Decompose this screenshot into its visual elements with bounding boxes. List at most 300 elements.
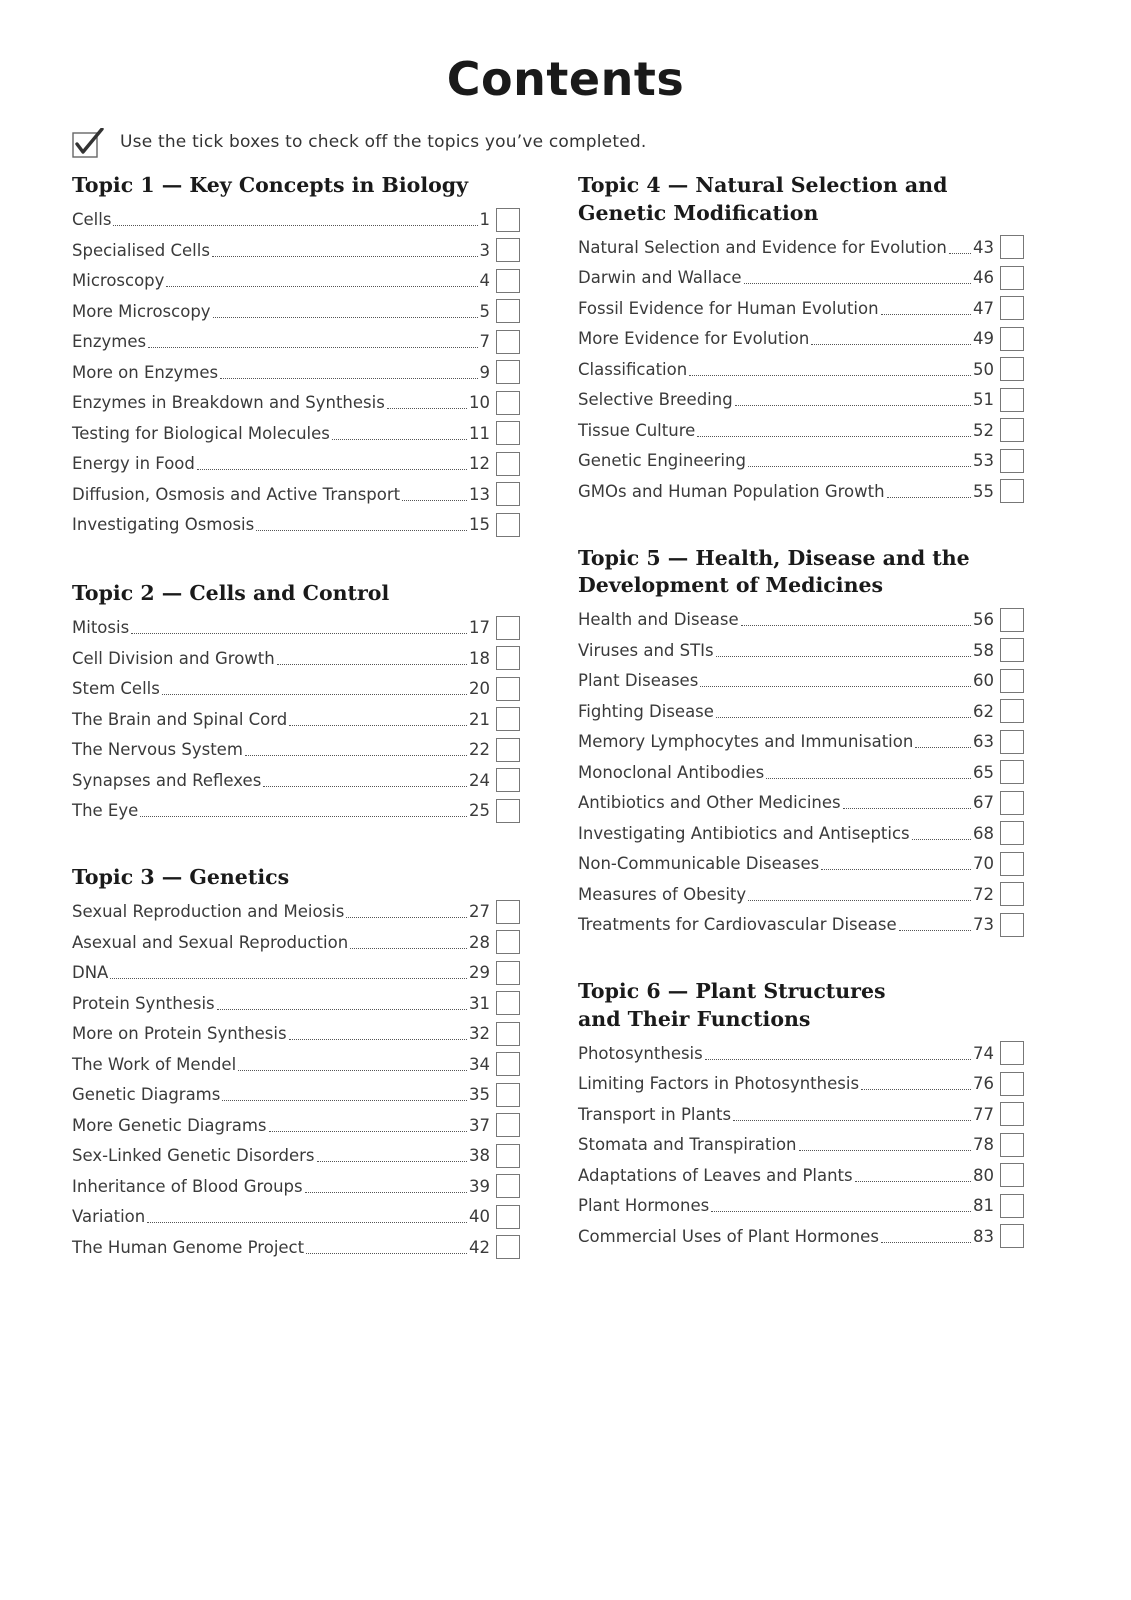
contents-entry: [72, 357, 520, 388]
contents-entry: [72, 1232, 520, 1263]
page-number: 15: [469, 515, 490, 535]
tick-box[interactable]: [1000, 357, 1024, 381]
tick-box[interactable]: [496, 768, 520, 792]
dot-leader: [317, 1161, 467, 1162]
page-number: 31: [469, 993, 490, 1013]
tick-box[interactable]: [1000, 1133, 1024, 1157]
tick-box[interactable]: [1000, 882, 1024, 906]
entry-title: Plant Hormones: [578, 1196, 710, 1216]
tick-box[interactable]: [1000, 760, 1024, 784]
topic-entries: [578, 232, 1024, 507]
entry-title: Enzymes: [72, 332, 147, 352]
page-number: 74: [973, 1043, 994, 1063]
topic-heading: [578, 545, 1024, 600]
contents-entry: [72, 1171, 520, 1202]
entry-title: Treatments for Cardiovascular Disease: [578, 915, 897, 935]
entry-title: Viruses and STIs: [578, 640, 714, 660]
dot-leader: [887, 497, 971, 498]
page-number: 34: [469, 1054, 490, 1074]
page-number: 9: [479, 362, 490, 382]
contents-entry: [578, 263, 1024, 294]
contents-entry: [72, 958, 520, 989]
contents-entry: [72, 988, 520, 1019]
topic-heading: [578, 978, 1024, 1033]
contents-entry: [72, 735, 520, 766]
dot-leader: [140, 816, 467, 817]
dot-leader: [915, 747, 971, 748]
dot-leader: [162, 694, 467, 695]
entry-title: Stem Cells: [72, 679, 160, 699]
contents-entry: [578, 232, 1024, 263]
entry-title: Darwin and Wallace: [578, 268, 742, 288]
dot-leader: [716, 656, 971, 657]
tick-box[interactable]: [1000, 1072, 1024, 1096]
entry-title: Genetic Engineering: [578, 451, 746, 471]
tick-box[interactable]: [496, 1052, 520, 1076]
topic-entries: [72, 897, 520, 1263]
tick-box[interactable]: [496, 1235, 520, 1259]
contents-entry: [578, 293, 1024, 324]
topic-heading-line: Topic 6 — Plant Structures: [578, 979, 886, 1003]
dot-leader: [245, 755, 467, 756]
tick-box[interactable]: [1000, 913, 1024, 937]
tick-box[interactable]: [1000, 821, 1024, 845]
tick-box[interactable]: [1000, 449, 1024, 473]
tick-box[interactable]: [496, 208, 520, 232]
contents-entry: [72, 388, 520, 419]
contents-entry: [72, 1080, 520, 1111]
entry-title: Microscopy: [72, 271, 165, 291]
tick-box[interactable]: [1000, 852, 1024, 876]
contents-entry: [578, 1099, 1024, 1130]
entry-title: Variation: [72, 1207, 146, 1227]
tick-box[interactable]: [496, 646, 520, 670]
tick-box[interactable]: [1000, 1194, 1024, 1218]
tick-box[interactable]: [1000, 669, 1024, 693]
entry-title: DNA: [72, 963, 109, 983]
page-number: 1: [479, 210, 490, 230]
page-number: 29: [469, 963, 490, 983]
topic-heading-line: Topic 5 — Health, Disease and the: [578, 545, 970, 570]
contents-entry: [578, 354, 1024, 385]
dot-leader: [222, 1100, 467, 1101]
contents-entry: [72, 1019, 520, 1050]
contents-entry: [578, 1221, 1024, 1252]
entry-title: Protein Synthesis: [72, 993, 215, 1013]
dot-leader: [110, 978, 467, 979]
page-number: 22: [469, 740, 490, 760]
topic-2-section: [72, 580, 520, 826]
entry-title: Sexual Reproduction and Meiosis: [72, 902, 345, 922]
page-number: 46: [973, 268, 994, 288]
dot-leader: [881, 1242, 971, 1243]
dot-leader: [899, 930, 971, 931]
tick-box[interactable]: [1000, 699, 1024, 723]
page-number: 58: [973, 640, 994, 660]
entry-title: More Evidence for Evolution: [578, 329, 810, 349]
entry-title: Stomata and Transpiration: [578, 1135, 797, 1155]
contents-entry: [578, 1038, 1024, 1069]
tick-box[interactable]: [496, 1144, 520, 1168]
entry-title: Diffusion, Osmosis and Active Transport: [72, 484, 401, 504]
entry-title: Inheritance of Blood Groups: [72, 1176, 303, 1196]
entry-title: Fighting Disease: [578, 701, 714, 721]
page-number: 65: [973, 762, 994, 782]
entry-title: More Microscopy: [72, 301, 211, 321]
contents-entry: [578, 696, 1024, 727]
dot-leader: [346, 917, 467, 918]
tick-box[interactable]: [496, 991, 520, 1015]
page-number: 51: [973, 390, 994, 410]
tick-box[interactable]: [496, 452, 520, 476]
page-number: 78: [973, 1135, 994, 1155]
contents-entry: [72, 613, 520, 644]
contents-entry: [578, 415, 1024, 446]
entry-title: Commercial Uses of Plant Hormones: [578, 1226, 879, 1246]
page-number: 21: [469, 709, 490, 729]
entry-title: Tissue Culture: [578, 420, 696, 440]
contents-entry: [578, 324, 1024, 355]
dot-leader: [213, 317, 478, 318]
tick-box[interactable]: [496, 1022, 520, 1046]
page-number: 49: [973, 329, 994, 349]
dot-leader: [113, 225, 477, 226]
topic-heading-line: Development of Medicines: [578, 573, 884, 597]
page-number: 50: [973, 359, 994, 379]
contents-entry: [578, 757, 1024, 788]
topic-entries: [72, 205, 520, 541]
dot-leader: [256, 530, 467, 531]
page-number: 81: [973, 1196, 994, 1216]
tick-box[interactable]: [496, 1205, 520, 1229]
dot-leader: [861, 1089, 971, 1090]
contents-entry: [72, 897, 520, 928]
tick-box[interactable]: [1000, 1102, 1024, 1126]
page-number: 60: [973, 671, 994, 691]
topic-heading: [578, 172, 1024, 227]
contents-entry: [72, 479, 520, 510]
tick-box[interactable]: [1000, 479, 1024, 503]
contents-entry: [72, 1202, 520, 1233]
contents-entry: [72, 643, 520, 674]
tick-box[interactable]: [496, 421, 520, 445]
dot-leader: [212, 256, 478, 257]
entry-title: Cell Division and Growth: [72, 648, 275, 668]
dot-leader: [741, 625, 971, 626]
page-number: 24: [469, 770, 490, 790]
contents-entry: [578, 1069, 1024, 1100]
topic-heading: Topic 3 — Genetics: [72, 865, 290, 889]
dot-leader: [238, 1070, 467, 1071]
page-number: 52: [973, 420, 994, 440]
dot-leader: [912, 839, 971, 840]
page-number: 17: [469, 618, 490, 638]
contents-entry: [72, 327, 520, 358]
page-number: 56: [973, 610, 994, 630]
page-number: 67: [973, 793, 994, 813]
entry-title: The Brain and Spinal Cord: [72, 709, 288, 729]
tick-box[interactable]: [496, 391, 520, 415]
dot-leader: [217, 1009, 467, 1010]
tick-box[interactable]: [1000, 388, 1024, 412]
tick-box[interactable]: [496, 482, 520, 506]
dot-leader: [949, 253, 971, 254]
topic-heading: Topic 2 — Cells and Control: [72, 581, 390, 605]
contents-entry: [578, 849, 1024, 880]
dot-leader: [689, 375, 971, 376]
page-number: 5: [479, 301, 490, 321]
entry-title: Specialised Cells: [72, 240, 210, 260]
dot-leader: [716, 717, 971, 718]
contents-entry: [72, 1141, 520, 1172]
topic-entries: [578, 1038, 1024, 1252]
dot-leader: [821, 869, 971, 870]
contents-entry: [578, 818, 1024, 849]
entry-title: Asexual and Sexual Reproduction: [72, 932, 349, 952]
tick-box[interactable]: [1000, 1041, 1024, 1065]
page-number: 77: [973, 1104, 994, 1124]
contents-entry: [72, 510, 520, 541]
tick-box[interactable]: [1000, 638, 1024, 662]
tick-box[interactable]: [496, 616, 520, 640]
page-number: 28: [469, 932, 490, 952]
contents-entry: [578, 476, 1024, 507]
tick-box[interactable]: [1000, 730, 1024, 754]
entry-title: Plant Diseases: [578, 671, 699, 691]
page-number: 42: [469, 1237, 490, 1257]
left-column: [72, 172, 520, 1263]
entry-title: Cells: [72, 210, 112, 230]
dot-leader: [735, 405, 971, 406]
page-number: 83: [973, 1226, 994, 1246]
dot-leader: [220, 378, 477, 379]
contents-entry: [578, 788, 1024, 819]
dot-leader: [811, 344, 971, 345]
dot-leader: [289, 725, 467, 726]
dot-leader: [705, 1059, 971, 1060]
tick-box[interactable]: [496, 738, 520, 762]
tick-box[interactable]: [496, 677, 520, 701]
page-number: 68: [973, 823, 994, 843]
tick-box[interactable]: [1000, 418, 1024, 442]
contents-entry: [578, 666, 1024, 697]
dot-leader: [166, 286, 477, 287]
dot-leader: [697, 436, 971, 437]
dot-leader: [197, 469, 467, 470]
tick-box[interactable]: [496, 1113, 520, 1137]
topic-entries: [72, 613, 520, 827]
entry-title: Measures of Obesity: [578, 884, 747, 904]
tick-box[interactable]: [496, 900, 520, 924]
entry-title: Photosynthesis: [578, 1043, 703, 1063]
topic-entries: [578, 605, 1024, 941]
page-number: 27: [469, 902, 490, 922]
contents-entry: [578, 879, 1024, 910]
dot-leader: [733, 1120, 971, 1121]
dot-leader: [263, 786, 467, 787]
topic-1-section: [72, 172, 520, 540]
page-number: 43: [973, 237, 994, 257]
page-number: 70: [973, 854, 994, 874]
page-number: 63: [973, 732, 994, 752]
topic-6-section: [578, 978, 1024, 1252]
page-number: 72: [973, 884, 994, 904]
page-number: 53: [973, 451, 994, 471]
page-number: 4: [479, 271, 490, 291]
entry-title: Synapses and Reflexes: [72, 770, 262, 790]
tick-box[interactable]: [496, 707, 520, 731]
entry-title: More on Protein Synthesis: [72, 1024, 287, 1044]
page-number: 13: [469, 484, 490, 504]
contents-entry: [578, 727, 1024, 758]
entry-title: Selective Breeding: [578, 390, 733, 410]
topic-3-section: [72, 864, 520, 1263]
entry-title: Enzymes in Breakdown and Synthesis: [72, 393, 385, 413]
entry-title: Limiting Factors in Photosynthesis: [578, 1074, 860, 1094]
entry-title: Non-Communicable Diseases: [578, 854, 820, 874]
tick-box[interactable]: [1000, 608, 1024, 632]
contents-entry: [578, 1130, 1024, 1161]
dot-leader: [402, 500, 467, 501]
entry-title: Transport in Plants: [578, 1104, 732, 1124]
page-number: 62: [973, 701, 994, 721]
contents-entry: [578, 635, 1024, 666]
topic-heading-line: Genetic Modification: [578, 200, 819, 225]
page-title: Contents: [446, 52, 685, 106]
page-number: 39: [469, 1176, 490, 1196]
tick-box[interactable]: [496, 238, 520, 262]
page-number: 12: [469, 454, 490, 474]
contents-entry: [72, 418, 520, 449]
contents-entry: [72, 1049, 520, 1080]
entry-title: Antibiotics and Other Medicines: [578, 793, 841, 813]
dot-leader: [766, 778, 971, 779]
entry-title: Natural Selection and Evidence for Evolution: [578, 237, 947, 257]
dot-leader: [277, 664, 467, 665]
tick-box[interactable]: [1000, 235, 1024, 259]
page-number: 55: [973, 481, 994, 501]
dot-leader: [799, 1150, 972, 1151]
entry-title: Genetic Diagrams: [72, 1085, 221, 1105]
page-number: 76: [973, 1074, 994, 1094]
contents-entry: [578, 446, 1024, 477]
dot-leader: [711, 1211, 971, 1212]
entry-title: Testing for Biological Molecules: [72, 423, 330, 443]
tick-box[interactable]: [1000, 266, 1024, 290]
instruction-text: Use the tick boxes to check off the topics you’ve completed.: [120, 132, 647, 152]
dot-leader: [332, 439, 467, 440]
entry-title: The Work of Mendel: [72, 1054, 237, 1074]
page-number: 35: [469, 1085, 490, 1105]
contents-entry: [72, 765, 520, 796]
tick-box[interactable]: [496, 799, 520, 823]
entry-title: The Eye: [72, 801, 139, 821]
entry-title: Sex-Linked Genetic Disorders: [72, 1146, 315, 1166]
page-number: 37: [469, 1115, 490, 1135]
tick-box[interactable]: [496, 1174, 520, 1198]
dot-leader: [744, 283, 971, 284]
contents-entry: [578, 1191, 1024, 1222]
contents-entry: [72, 449, 520, 480]
tick-box[interactable]: [496, 360, 520, 384]
page-number: 38: [469, 1146, 490, 1166]
entry-title: Investigating Antibiotics and Antiseptics: [578, 823, 910, 843]
dot-leader: [147, 1222, 467, 1223]
entry-title: Mitosis: [72, 618, 130, 638]
entry-title: Investigating Osmosis: [72, 515, 255, 535]
tick-box[interactable]: [496, 269, 520, 293]
contents-entry: [72, 266, 520, 297]
page-number: 25: [469, 801, 490, 821]
tick-box[interactable]: [1000, 1224, 1024, 1248]
entry-title: Monoclonal Antibodies: [578, 762, 765, 782]
contents-entry: [72, 927, 520, 958]
dot-leader: [289, 1039, 467, 1040]
tick-box[interactable]: [496, 299, 520, 323]
page-number: 47: [973, 298, 994, 318]
tick-box[interactable]: [1000, 327, 1024, 351]
dot-leader: [148, 347, 477, 348]
tick-box[interactable]: [496, 330, 520, 354]
contents-entry: [72, 796, 520, 827]
tick-box[interactable]: [1000, 296, 1024, 320]
dot-leader: [387, 408, 467, 409]
entry-title: The Human Genome Project: [72, 1237, 305, 1257]
contents-entry: [578, 1160, 1024, 1191]
entry-title: GMOs and Human Population Growth: [578, 481, 885, 501]
entry-title: Memory Lymphocytes and Immunisation: [578, 732, 914, 752]
tick-box[interactable]: [1000, 791, 1024, 815]
instruction-row: [72, 126, 646, 158]
page-number: 3: [479, 240, 490, 260]
tick-box[interactable]: [496, 961, 520, 985]
contents-entry: [72, 296, 520, 327]
entry-title: Health and Disease: [578, 610, 739, 630]
entry-title: More Genetic Diagrams: [72, 1115, 267, 1135]
contents-entry: [72, 205, 520, 236]
page-number: 20: [469, 679, 490, 699]
dot-leader: [700, 686, 971, 687]
contents-entry: [578, 605, 1024, 636]
right-column: [578, 172, 1024, 1252]
contents-entry: [72, 674, 520, 705]
page-number: 32: [469, 1024, 490, 1044]
tick-box[interactable]: [496, 930, 520, 954]
contents-entry: [72, 235, 520, 266]
dot-leader: [881, 314, 971, 315]
topic-heading-line: and Their Functions: [578, 1006, 811, 1031]
dot-leader: [855, 1181, 971, 1182]
contents-entry: [578, 910, 1024, 941]
topic-heading: Topic 1 — Key Concepts in Biology: [72, 173, 469, 197]
tick-box[interactable]: [496, 513, 520, 537]
dot-leader: [305, 1192, 467, 1193]
tick-box[interactable]: [1000, 1163, 1024, 1187]
entry-title: More on Enzymes: [72, 362, 219, 382]
page-number: 11: [469, 423, 490, 443]
entry-title: Classification: [578, 359, 688, 379]
dot-leader: [748, 466, 971, 467]
page-number: 10: [469, 393, 490, 413]
checkmark-icon: [72, 128, 100, 156]
page-number: 18: [469, 648, 490, 668]
topic-heading-line: Topic 4 — Natural Selection and: [578, 173, 948, 197]
tick-box[interactable]: [496, 1083, 520, 1107]
topic-5-section: [578, 545, 1024, 941]
page-number: 80: [973, 1165, 994, 1185]
dot-leader: [748, 900, 971, 901]
entry-title: Adaptations of Leaves and Plants: [578, 1165, 853, 1185]
